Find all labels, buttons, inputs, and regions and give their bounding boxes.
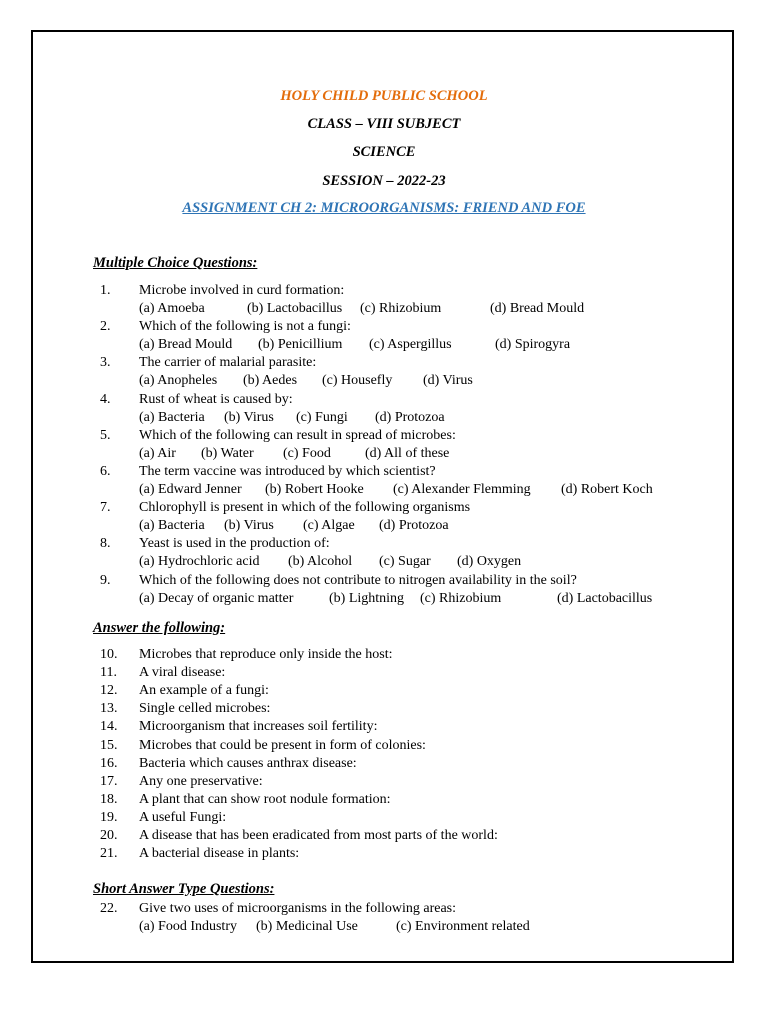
option-item: (a) Edward Jenner bbox=[139, 482, 242, 497]
question-text: Microbes that reproduce only inside the host: bbox=[139, 647, 393, 662]
question-text: Yeast is used in the production of: bbox=[139, 536, 330, 552]
question-text: A viral disease: bbox=[139, 665, 226, 681]
option-item: (b) Medicinal Use bbox=[256, 919, 358, 934]
question-text: A useful Fungi: bbox=[139, 809, 227, 825]
question-number: 5. bbox=[100, 427, 111, 443]
question-number: 14. bbox=[100, 719, 118, 735]
question-number: 19. bbox=[100, 809, 118, 825]
option-item: (a) Bacteria bbox=[139, 409, 205, 425]
question-text: A bacterial disease in plants: bbox=[139, 846, 300, 862]
option-item: (c) Sugar bbox=[379, 554, 431, 570]
question-text: The carrier of malarial parasite: bbox=[139, 355, 317, 371]
option-item: (a) Amoeba bbox=[139, 301, 205, 316]
option-item: (d) Virus bbox=[423, 373, 473, 389]
question-text: Single celled microbes: bbox=[139, 701, 271, 717]
question-text: Bacteria which causes anthrax disease: bbox=[139, 755, 357, 771]
option-item: (d) Bread Mould bbox=[490, 301, 585, 316]
question-text: Give two uses of microorganisms in the following areas: bbox=[139, 901, 457, 916]
assignment-title: ASSIGNMENT CH 2: MICROORGANISMS: FRIEND AND FOE bbox=[182, 200, 586, 216]
option-item: (b) Penicillium bbox=[258, 337, 343, 353]
option-item: (c) Food bbox=[283, 445, 331, 461]
subject-line: SCIENCE bbox=[352, 144, 416, 160]
option-item: (c) Housefly bbox=[322, 373, 393, 389]
option-item: (c) Aspergillus bbox=[369, 337, 452, 353]
option-item: (a) Hydrochloric acid bbox=[139, 554, 260, 570]
option-item: (a) Anopheles bbox=[139, 373, 218, 389]
question-text: Chlorophyll is present in which of the following organisms bbox=[139, 500, 471, 516]
question-number: 7. bbox=[100, 500, 111, 516]
option-item: (a) Decay of organic matter bbox=[139, 590, 294, 606]
question-text: Which of the following does not contribute to nitrogen availability in the soil? bbox=[139, 572, 577, 588]
option-item: (c) Environment related bbox=[396, 919, 530, 934]
question-text: Rust of wheat is caused by: bbox=[139, 391, 293, 407]
question-text: Microorganism that increases soil fertility: bbox=[139, 719, 378, 735]
option-item: (c) Fungi bbox=[296, 409, 348, 425]
option-item: (d) Protozoa bbox=[379, 518, 449, 534]
option-item: (a) Air bbox=[139, 445, 176, 461]
option-item: (d) All of these bbox=[365, 445, 450, 461]
question-text: An example of a fungi: bbox=[139, 683, 269, 699]
question-number: 17. bbox=[100, 773, 118, 789]
question-number: 2. bbox=[100, 319, 111, 335]
option-item: (d) Oxygen bbox=[457, 554, 522, 570]
question-number: 6. bbox=[100, 464, 111, 479]
question-number: 22. bbox=[100, 901, 118, 916]
question-text: Which of the following is not a fungi: bbox=[139, 319, 351, 335]
question-text: Which of the following can result in spread of microbes: bbox=[139, 427, 456, 443]
option-item: (b) Lactobacillus bbox=[247, 301, 343, 316]
question-number: 9. bbox=[100, 572, 111, 588]
question-number: 4. bbox=[100, 391, 111, 407]
question-number: 18. bbox=[100, 791, 118, 807]
option-item: (b) Aedes bbox=[243, 373, 298, 389]
question-number: 11. bbox=[100, 665, 117, 681]
option-item: (c) Rhizobium bbox=[420, 590, 502, 606]
question-number: 8. bbox=[100, 536, 111, 552]
option-item: (c) Rhizobium bbox=[360, 301, 442, 316]
option-item: (a) Bread Mould bbox=[139, 337, 233, 353]
option-item: (b) Lightning bbox=[329, 590, 405, 606]
question-text: Any one preservative: bbox=[139, 773, 263, 789]
option-item: (a) Bacteria bbox=[139, 518, 205, 534]
question-text: A plant that can show root nodule formation: bbox=[139, 791, 391, 807]
answer-heading: Answer the following: bbox=[93, 620, 226, 636]
option-item: (d) Protozoa bbox=[375, 409, 445, 425]
class-line: CLASS – VIII SUBJECT bbox=[307, 116, 461, 132]
question-number: 15. bbox=[100, 737, 118, 753]
question-number: 16. bbox=[100, 755, 118, 771]
question-text: Microbe involved in curd formation: bbox=[139, 283, 345, 298]
question-text: Microbes that could be present in form of colonies: bbox=[139, 737, 426, 753]
question-number: 3. bbox=[100, 355, 111, 371]
option-item: (b) Alcohol bbox=[288, 554, 353, 570]
question-number: 21. bbox=[100, 846, 118, 862]
session-line: SESSION – 2022-23 bbox=[322, 173, 446, 189]
question-text: The term vaccine was introduced by which scientist? bbox=[139, 464, 436, 479]
option-item: (c) Alexander Flemming bbox=[393, 482, 531, 497]
question-number: 12. bbox=[100, 683, 118, 699]
option-item: (b) Robert Hooke bbox=[265, 482, 364, 497]
mcq-heading: Multiple Choice Questions: bbox=[93, 255, 258, 271]
question-number: 10. bbox=[100, 647, 118, 662]
option-item: (d) Lactobacillus bbox=[557, 590, 653, 606]
short-answer-heading: Short Answer Type Questions: bbox=[93, 881, 275, 897]
option-item: (b) Virus bbox=[224, 518, 274, 534]
question-number: 13. bbox=[100, 701, 118, 717]
option-item: (a) Food Industry bbox=[139, 919, 237, 934]
question-text: A disease that has been eradicated from most parts of the world: bbox=[139, 828, 498, 843]
option-item: (b) Virus bbox=[224, 409, 274, 425]
option-item: (d) Spirogyra bbox=[495, 337, 571, 353]
question-number: 20. bbox=[100, 828, 118, 843]
school-name: HOLY CHILD PUBLIC SCHOOL bbox=[280, 88, 488, 104]
option-item: (b) Water bbox=[201, 445, 254, 461]
option-item: (d) Robert Koch bbox=[561, 482, 653, 497]
question-number: 1. bbox=[100, 283, 111, 298]
option-item: (c) Algae bbox=[303, 518, 355, 534]
